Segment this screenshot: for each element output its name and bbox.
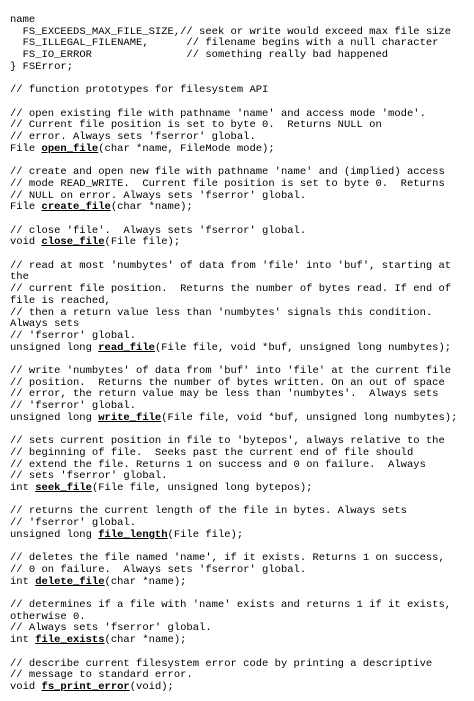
code-text: FS_ILLEGAL_FILENAME, // filename begins with a null character xyxy=(10,37,439,50)
code-text: // write 'numbytes' of data from 'buf' into 'file' at the current file xyxy=(10,365,452,377)
code-line xyxy=(10,144,470,156)
code-text: // error, the return value may be less than 'numbytes'. Always sets xyxy=(10,388,439,401)
code-text: // 0 on failure. Always sets 'fserror' global. xyxy=(10,563,307,576)
code-text: unsigned long xyxy=(10,411,99,424)
code-line xyxy=(10,530,470,542)
code-text: int xyxy=(10,634,36,647)
code-line xyxy=(10,600,470,623)
function-name: seek_file xyxy=(35,482,92,495)
code-line xyxy=(10,50,470,62)
code-text: (File file, void *buf, unsigned long numbytes); xyxy=(161,411,458,424)
code-line xyxy=(10,577,470,589)
code-document xyxy=(10,15,470,694)
code-text: // open existing file with pathname 'name' and access mode 'mode'. xyxy=(10,107,426,120)
code-text: // deletes the file named 'name', if it exists. Returns 1 on success, xyxy=(10,552,445,565)
code-text: // NULL on error. Always sets 'fserror' global. xyxy=(10,189,307,202)
code-line xyxy=(10,343,470,355)
code-text: // beginning of file. Seeks past the current end of file should xyxy=(10,446,414,459)
code-text: // create and open new file with pathname 'name' and (implied) access xyxy=(10,166,445,179)
code-text: // 'fserror' global. xyxy=(10,517,137,530)
code-line xyxy=(10,237,470,249)
function-name: open_file xyxy=(41,142,99,155)
code-text: // extend the file. Returns 1 on success and 0 on failure. Always xyxy=(10,458,426,471)
code-text: File xyxy=(10,201,42,214)
code-text: (File file, unsigned long bytepos); xyxy=(91,482,313,495)
code-text: // close 'file'. Always sets 'fserror' global. xyxy=(10,224,307,237)
code-text: // mode READ_WRITE. Current file position is set to byte 0. Returns xyxy=(10,177,445,190)
code-line xyxy=(10,483,470,495)
code-text: // Current file position is set to byte 0. Returns NULL on xyxy=(10,119,382,132)
code-text: // 'fserror' global. xyxy=(10,329,137,342)
code-text: (void); xyxy=(129,680,174,693)
code-text: (char *name, FileMode mode); xyxy=(98,142,275,155)
code-line xyxy=(10,261,470,284)
code-text: int xyxy=(10,482,36,495)
code-text: int xyxy=(10,575,36,588)
code-text: (File file, void *buf, unsigned long numbytes); xyxy=(154,341,452,354)
code-line xyxy=(10,85,470,97)
code-text: unsigned long xyxy=(10,341,99,354)
code-text: FS_IO_ERROR // something really bad happened xyxy=(10,49,389,62)
code-text: File xyxy=(10,142,42,155)
code-text: // returns the current length of the file in bytes. Always sets xyxy=(10,505,407,518)
function-name: fs_print_error xyxy=(41,680,130,693)
function-name: create_file xyxy=(41,201,111,214)
code-text: // then a return value less than 'numbytes' signals this condition. Always sets xyxy=(10,306,439,331)
code-text: // function prototypes for filesystem API xyxy=(10,84,269,97)
code-line xyxy=(10,284,470,307)
code-text: // 'fserror' global. xyxy=(10,400,137,413)
code-text: name xyxy=(10,14,36,26)
code-text: // current file position. Returns the number of bytes read. If end of file is reached, xyxy=(10,283,458,307)
code-text: // read at most 'numbytes' of data from 'file' into 'buf', starting at the xyxy=(10,259,458,284)
code-text: unsigned long xyxy=(10,528,99,541)
code-text: (char *name); xyxy=(104,634,187,647)
code-text: // describe current filesystem error code by printing a descriptive xyxy=(10,657,433,670)
code-text: // error. Always sets 'fserror' global. xyxy=(10,131,256,143)
code-line xyxy=(10,202,470,214)
function-name: write_file xyxy=(98,411,162,424)
code-text: (File file); xyxy=(167,528,244,541)
code-line xyxy=(10,62,470,74)
function-name: file_length xyxy=(98,528,168,541)
code-line xyxy=(10,635,470,647)
code-text: // sets 'fserror' global. xyxy=(10,470,168,483)
code-text: // Always sets 'fserror' global. xyxy=(10,622,212,635)
code-text: (char *name); xyxy=(110,201,193,214)
code-text: // sets current position in file to 'bytepos', always relative to the xyxy=(10,435,445,448)
code-text: FS_EXCEEDS_MAX_FILE_SIZE,// seek or write would exceed max file size xyxy=(10,25,452,38)
code-line xyxy=(10,413,470,425)
code-text: void xyxy=(10,680,42,693)
code-text: // message to standard error. xyxy=(10,669,193,682)
function-name: delete_file xyxy=(35,575,105,588)
function-name: file_exists xyxy=(35,634,105,647)
code-text: (File file); xyxy=(104,236,181,249)
code-line xyxy=(10,682,470,694)
code-text: // determines if a file with 'name' exists and returns 1 if it exists, otherwise 0. xyxy=(10,599,458,623)
code-text: // position. Returns the number of bytes written. On an out of space xyxy=(10,376,445,389)
function-name: read_file xyxy=(98,341,155,354)
code-line xyxy=(10,308,470,331)
function-name: close_file xyxy=(41,236,105,249)
code-text: } FSError; xyxy=(10,60,74,73)
code-text: void xyxy=(10,236,42,249)
code-text: (char *name); xyxy=(104,575,187,588)
